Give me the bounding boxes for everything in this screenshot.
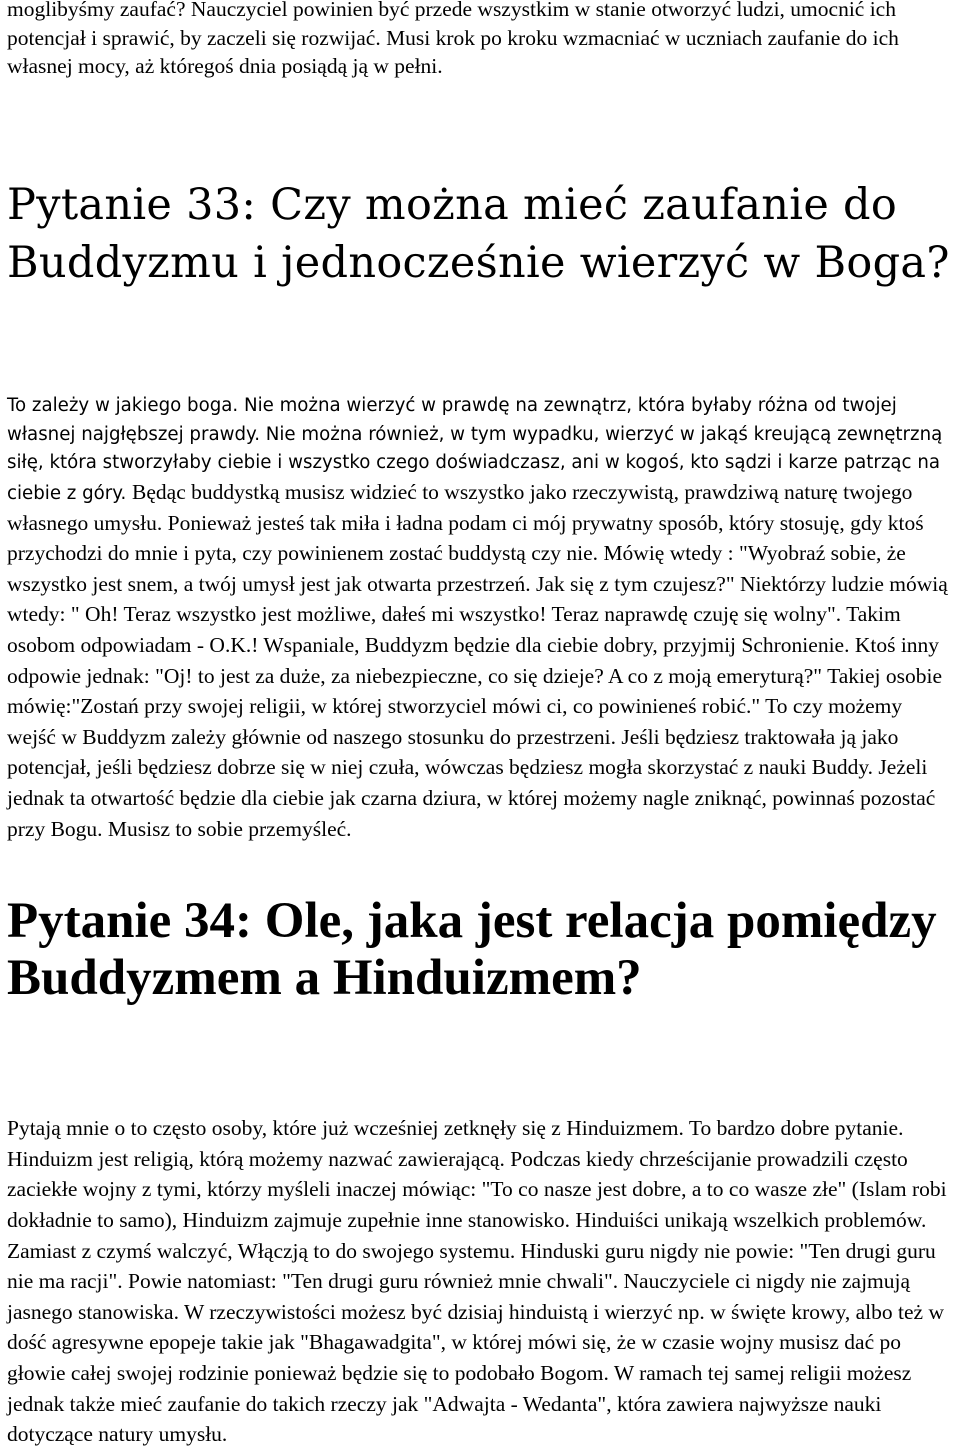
question-34-heading: Pytanie 34: Ole, jaka jest relacja pomiędzy Buddyzmem a Hinduizmem? (7, 893, 937, 1006)
intro-paragraph: moglibyśmy zaufać? Nauczyciel powinien być przede wszystkim w stanie otworzyć ludzi, umocnić ich potencjał i sprawić, by zaczeli się rozwijać. Musi krok po kroku wzmacniać w uczniach zaufanie do ich własnej mocy, aż któregoś dnia posiądą ją w pełni. (7, 0, 899, 79)
answer-33-segment-7: Jeśli będziesz traktowała ją jako potencjał, jeśli będziesz dobrze się w niej czuła, wówczas będziesz mogła skorzystać z nauki Buddy. Jeżeli jednak ta otwartość będzie dla ciebie jak czarna dziura, w której możemy nagle zniknąć, powinnaś pozostać przy Bogu. Musisz to sobie przemyśleć. (7, 724, 936, 841)
answer-33-segment-2: Będąc buddystką musisz widzieć to wszystko jako rzeczywistą, prawdziwą naturę twojego własnego umysłu. (7, 479, 913, 535)
question-33-answer (7, 392, 953, 845)
answer-34-segment-2: Hinduski guru nigdy nie powie: "Ten drugi guru nie ma racji". Powie natomiast: "Ten drugi guru również mnie chwali". Nauczyciele ci nigdy nie zajmują jasnego stanowiska. (7, 1238, 936, 1324)
answer-33-segment-4: Mówię wtedy : "Wyobraź sobie, że wszystko jest snem, a twój umysł jest jak otwarta przestrzeń. Jak się z tym czujesz?" Niektórzy ludzie mówią wtedy: " (7, 541, 948, 627)
question-34-answer (7, 1114, 953, 1451)
answer-33-segment-5: Oh! Teraz wszystko jest możliwe, dałeś mi wszystko! Teraz naprawdę czuję się wolny". Takim osobom odpowiadam - O.K.! Wspaniale, Buddyzm będzie dla ciebie dobry, przyjmij Schronienie. (7, 602, 901, 657)
answer-34-segment-1: Pytają mnie o to często osoby, które już wcześniej zetknęły się z Hinduizmem. To bardzo dobre pytanie. Hinduizm jest religią, którą możemy nazwać zawierającą. Podczas kiedy chrześcijanie prowadzili często zaciekłe wojny z tymi, którzy myśleli inaczej mówiąc: "To co nasze jest dobre, a to co wasze złe" (Islam robi dokładnie to samo), Hinduizm zajmuje zupełnie inne stanowisko. Hinduiści unikają wszelkich problemów. Zamiast z czymś walczyć, Włączją to do swojego systemu. (7, 1116, 947, 1263)
answer-33-segment-6: Ktoś inny odpowie jednak: "Oj! to jest za duże, za niebezpieczne, co się dzieje? A co z moją emeryturą?" Takiej osobie mówię:"Zostań przy swojej religii, w której stworzyciel mówi ci, co powinieneś robić." To czy możemy wejść w Buddyzm zależy głównie od naszego stosunku do przestrzeni. (7, 632, 942, 749)
answer-33-segment-1: To zależy w jakiego boga. Nie można wierzyć w prawdę na zewnątrz, która byłaby różna od twojej własnej najgłębszej prawdy. Nie można również, w tym wypadku, wierzyć w jakąś kreującą zewnętrzną siłę, która stworzyłaby ciebie i wszystko czego doświadczasz, ani w kogoś, kto sądzi i karze patrząc na ciebie z góry. (7, 395, 943, 504)
answer-33-segment-3: Ponieważ jesteś tak miła i ładna podam ci mój prywatny sposób, który stosuję, gdy ktoś przychodzi do mnie i pyta, czy powinienem zostać buddystą czy nie. (7, 510, 924, 566)
question-33-heading: Pytanie 33: Czy można mieć zaufanie do Buddyzmu i jednocześnie wierzyć w Boga? (7, 180, 950, 288)
answer-34-segment-3: W rzeczywistości możesz być dzisiaj hinduistą i wierzyć np. w święte krowy, albo też w dość agresywne epopeje takie jak "Bhagawadgita", w której mówi się, że w czasie wojny musisz dać po głowie całej swojej rodzinie ponieważ będzie się to podobało Bogom. W ramach tej samej religii możesz jednak także mieć zaufanie do takich rzeczy jak "Adwajta - Wedanta", która zawiera najwyższe nauki dotyczące natury umysłu. (7, 1299, 944, 1447)
